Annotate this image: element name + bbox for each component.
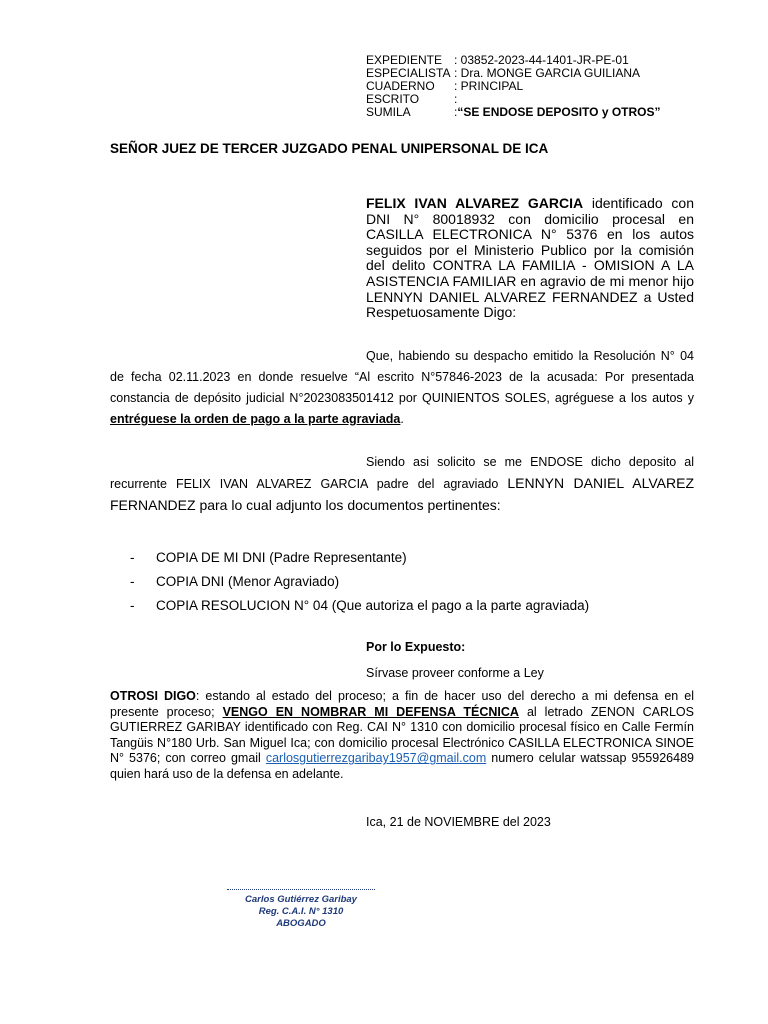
resolution-text: Que, habiendo su despacho emitido la Resolución N° 04 de fecha 02.11.2023 en donde resuelve “Al escrito N°57846-2023 de la acusada: Por presentada constancia de depósito judicial N°2023083501412 por QUINIENTOS SOLES, agréguese a los autos y (110, 349, 694, 405)
otrosi-label: OTROSI DIGO (110, 689, 196, 703)
meta-value: : (454, 92, 458, 106)
list-item-text: COPIA DE MI DNI (Padre Representante) (156, 549, 407, 565)
judge-address: SEÑOR JUEZ DE TERCER JUZGADO PENAL UNIPERSONAL DE ICA (110, 141, 549, 156)
list-item (130, 593, 589, 617)
email-link[interactable]: carlosgutierrezgaribay1957@gmail.com (265, 751, 487, 766)
meta-sumila (366, 106, 661, 119)
resolution-paragraph (110, 346, 694, 430)
list-item-text: COPIA DNI (Menor Agraviado) (156, 573, 340, 589)
list-dash: - (130, 573, 135, 589)
meta-value: : PRINCIPAL (454, 79, 524, 93)
por-lo-expuesto: Por lo Expuesto: (366, 640, 466, 654)
list-item (130, 569, 589, 593)
signature-block (226, 889, 376, 930)
sirvase-proveer: Sírvase proveer conforme a Ley (366, 666, 544, 680)
otrosi-text-3: numero celular watssap 955926489 quien hará uso de la defensa en adelante. (110, 751, 694, 781)
list-item (130, 545, 589, 569)
meta-value: “SE ENDOSE DEPOSITO y OTROS” (457, 105, 661, 119)
meta-value: : 03852-2023-44-1401-JR-PE-01 (454, 53, 629, 67)
list-dash: - (130, 597, 135, 613)
date-line: Ica, 21 de NOVIEMBRE del 2023 (366, 815, 551, 829)
otrosi-text-2: al letrado ZENON CARLOS GUTIERREZ GARIBAY identificado con Reg. CAI N° 1310 con domicilio procesal físico en Calle Fermín Tangüis N°180 Urb. San Miguel Ica; con domicilio procesal Electrónico CASILLA ELECTRONICA SINOE N° 5376; con correo gmail (110, 704, 694, 766)
petitioner-name: FELIX IVAN ALVAREZ GARCIA (366, 195, 584, 211)
resolution-end: . (400, 412, 404, 426)
intro-paragraph (366, 196, 694, 321)
endorse-paragraph (110, 452, 694, 517)
meta-label: CUADERNO (366, 79, 435, 93)
meta-label: ESPECIALISTA (366, 66, 451, 80)
meta-label: ESCRITO (366, 92, 420, 106)
intro-text: identificado con DNI N° 80018932 con domicilio procesal en CASILLA ELECTRONICA N° 5376 en los autos seguidos por el Ministerio Publico por la comisión del delito CONTRA LA FAMILIA - OMISION A LA ASISTENCIA FAMILIAR en agravio de mi menor hijo LENNYN DANIEL ALVAREZ FERNANDEZ a Usted Respetuosamente Digo: (366, 195, 694, 321)
list-item-text: COPIA RESOLUCION N° 04 (Que autoriza el pago a la parte agraviada) (156, 597, 590, 613)
resolution-emphasis: entréguese la orden de pago a la parte agraviada (110, 412, 401, 426)
list-dash: - (130, 549, 135, 565)
signature-title: ABOGADO (276, 918, 326, 929)
signature-name: Carlos Gutiérrez Garibay (245, 894, 357, 905)
signature-reg: Reg. C.A.I. N° 1310 (258, 906, 344, 917)
meta-separator: : (454, 105, 458, 119)
otrosi-paragraph (110, 689, 694, 783)
otrosi-text-1: : estando al estado del proceso; a fin de hacer uso del derecho a mi defensa en el presente proceso; (110, 689, 694, 719)
otrosi-emphasis: VENGO EN NOMBRAR MI DEFENSA TÉCNICA (222, 704, 519, 719)
signature-line (227, 889, 375, 890)
meta-label: EXPEDIENTE (366, 53, 443, 67)
meta-label: SUMILA (366, 105, 411, 119)
endorse-text: Siendo asi solicito se me ENDOSE dicho deposito al recurrente FELIX IVAN ALVAREZ GARCIA padre del agraviado (110, 455, 694, 491)
attachments-list (130, 545, 589, 617)
endorse-text-large: LENNYN DANIEL ALVAREZ FERNANDEZ para lo cual adjunto los documentos pertinentes: (110, 475, 694, 513)
case-metadata (366, 54, 661, 119)
meta-value: : Dra. MONGE GARCIA GUILIANA (454, 66, 641, 80)
